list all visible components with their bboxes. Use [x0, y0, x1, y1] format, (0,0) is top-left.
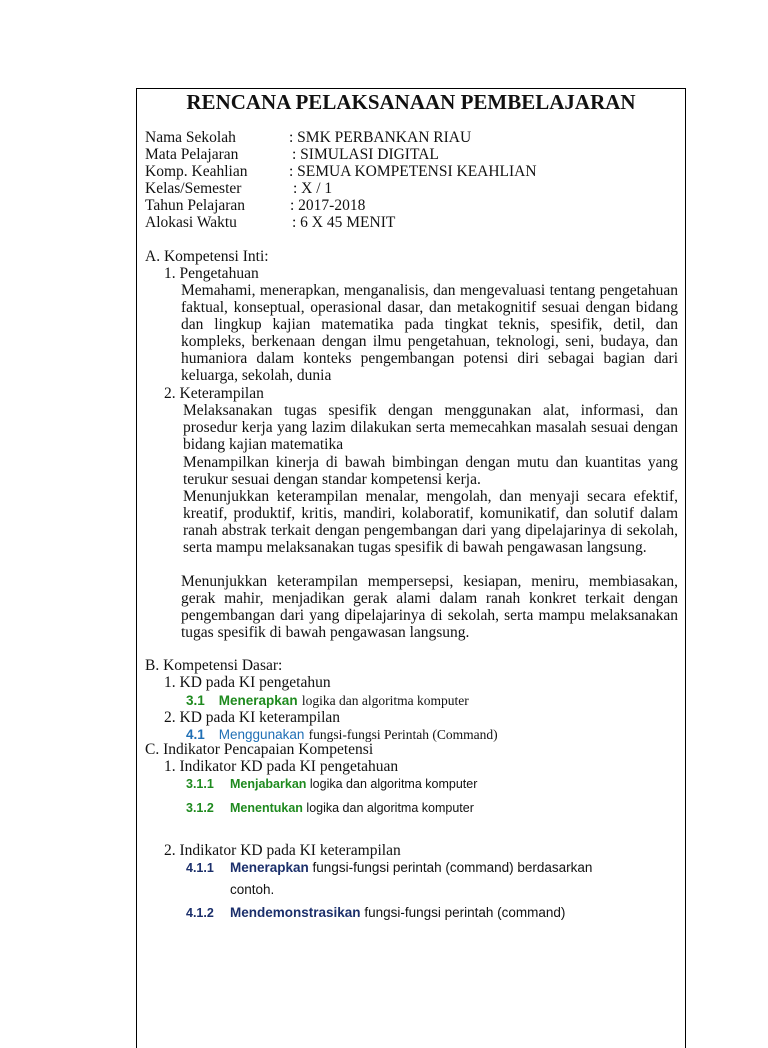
- indicator-3-1-2-number: 3.1.2: [186, 801, 214, 815]
- section-c-item2-label: 2. Indikator KD pada KI keterampilan: [164, 842, 401, 859]
- kd-3-1: [186, 692, 469, 710]
- identity-label-year: Tahun Pelajaran: [145, 197, 246, 214]
- section-b-heading: B. Kompetensi Dasar:: [145, 657, 283, 674]
- identity-label-competency: Komp. Keahlian: [145, 163, 248, 180]
- section-b-item1-label: 1. KD pada KI pengetahun: [164, 674, 331, 691]
- indicator-3-1-1-text: logika dan algoritma komputer: [309, 777, 478, 791]
- identity-label-time: Alokasi Waktu: [145, 214, 237, 231]
- identity-value-time: : 6 X 45 MENIT: [292, 214, 396, 231]
- section-a-item1-label: 1. Pengetahuan: [164, 265, 259, 282]
- identity-value-subject: : SIMULASI DIGITAL: [292, 146, 439, 163]
- indicator-3-1-1: [186, 776, 477, 792]
- kd-3-1-verb: Menerapkan: [218, 693, 298, 708]
- indicator-3-1-1-number: 3.1.1: [186, 777, 214, 791]
- indicator-4-1-2-number: 4.1.2: [186, 906, 214, 920]
- identity-value-class: : X / 1: [293, 180, 333, 197]
- section-c-heading: C. Indikator Pencapaian Kompetensi: [145, 741, 374, 758]
- indicator-4-1-1-number: 4.1.1: [186, 861, 214, 875]
- section-a-item1-text: Memahami, menerapkan, menganalisis, dan mengevaluasi tentang pengetahuan faktual, konseptual, operasional dasar, dan metakognitif sesuai dengan bidang dan lingkup kajian matematika pada tingkat teknis, spesifik, detil, dan kompleks, berkenaan dengan ilmu pengetahuan, teknologi, seni, budaya, dan humaniora dalam konteks pengembangan potensi diri sebagai bagian dari keluarga, sekolah, dunia: [181, 282, 678, 384]
- identity-value-competency: : SEMUA KOMPETENSI KEAHLIAN: [289, 163, 537, 180]
- section-a-item2-paragraph-2: Menampilkan kinerja di bawah bimbingan dengan mutu dan kuantitas yang terukur sesuai dengan standar kompetensi kerja.: [183, 454, 678, 488]
- indicator-4-1-2-text: fungsi-fungsi perintah (command): [364, 905, 566, 920]
- identity-label-subject: Mata Pelajaran: [145, 146, 239, 163]
- indicator-3-1-2-verb: Menentukan: [230, 801, 303, 815]
- section-b-item2-label: 2. KD pada KI keterampilan: [164, 709, 341, 726]
- indicator-3-1-1-verb: Menjabarkan: [230, 777, 307, 791]
- indicator-3-1-2: [186, 800, 474, 816]
- kd-4-1-text: fungsi-fungsi Perintah (Command): [308, 727, 498, 742]
- indicator-4-1-1-text: fungsi-fungsi perintah (command) berdasarkan: [312, 860, 593, 875]
- identity-label-school: Nama Sekolah: [145, 129, 236, 146]
- section-a-heading: A. Kompetensi Inti:: [145, 248, 269, 265]
- indicator-3-1-2-text: logika dan algoritma komputer: [302, 801, 474, 815]
- indicator-4-1-1-continuation: contoh.: [230, 882, 275, 897]
- kd-4-1-verb: Menggunakan: [218, 727, 305, 742]
- indicator-4-1-2: [186, 904, 565, 922]
- kd-3-1-number: 3.1: [186, 693, 205, 708]
- indicator-4-1-1-verb: Menerapkan: [230, 860, 309, 875]
- kd-3-1-text: logika dan algoritma komputer: [301, 693, 469, 708]
- identity-value-school: : SMK PERBANKAN RIAU: [289, 129, 472, 146]
- section-c-item1-label: 1. Indikator KD pada KI pengetahuan: [164, 758, 399, 775]
- identity-value-year: : 2017-2018: [290, 197, 366, 214]
- section-a-item2-label: 2. Keterampilan: [164, 385, 264, 402]
- document-title: RENCANA PELAKSANAAN PEMBELAJARAN: [186, 90, 636, 114]
- section-a-item2-paragraph-1: Melaksanakan tugas spesifik dengan menggunakan alat, informasi, dan prosedur kerja yang lazim dilakukan serta memecahkan masalah sesuai dengan bidang kajian matematika: [183, 402, 678, 453]
- indicator-4-1-2-verb: Mendemonstrasikan: [230, 905, 361, 920]
- identity-label-class: Kelas/Semester: [145, 180, 242, 197]
- section-a-item2-paragraph-3: Menunjukkan keterampilan menalar, mengolah, dan menyaji secara efektif, kreatif, produktif, kritis, mandiri, kolaboratif, komunikatif, dan solutif dalam ranah abstrak terkait dengan pengembangan dari yang dipelajarinya di sekolah, serta mampu melaksanakan tugas spesifik di bawah pengawasan langsung.: [183, 488, 678, 556]
- section-a-item2-paragraph-4: Menunjukkan keterampilan mempersepsi, kesiapan, meniru, membiasakan, gerak mahir, menjadikan gerak alami dalam ranah konkret terkait dengan pengembangan dari yang dipelajarinya di sekolah, serta mampu melaksanakan tugas spesifik di bawah pengawasan langsung.: [181, 573, 678, 641]
- kd-4-1-number: 4.1: [186, 727, 205, 742]
- indicator-4-1-1: [186, 859, 592, 877]
